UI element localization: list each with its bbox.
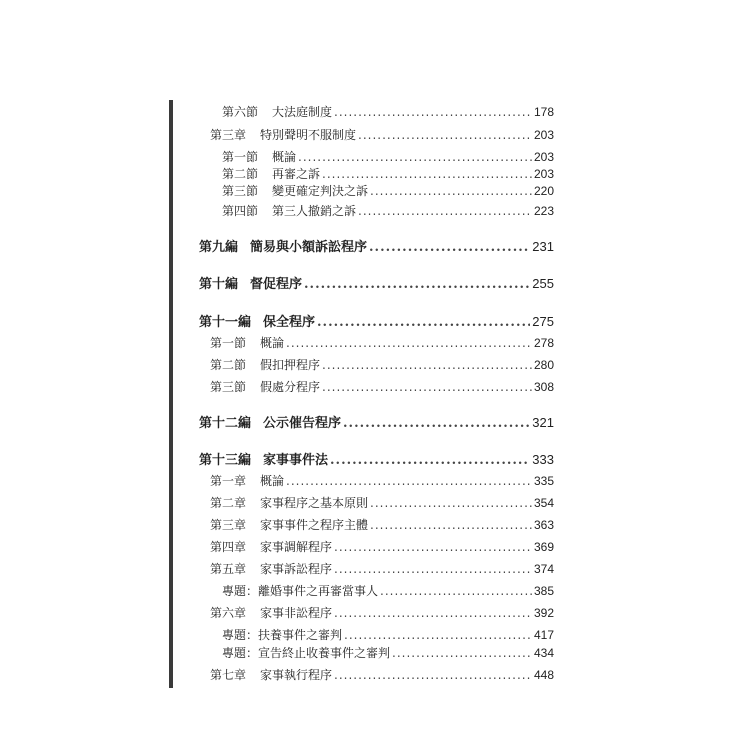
entry-title: 大法庭制度 — [272, 105, 333, 119]
dot-leader — [392, 645, 532, 661]
entry-title: 概論 — [272, 150, 297, 164]
entry-page-number: 434 — [533, 646, 554, 660]
entry-page-number: 374 — [533, 562, 554, 576]
entry-title: 第三人撤銷之訴 — [272, 204, 357, 218]
toc-entry[interactable] — [210, 357, 554, 373]
dot-leader — [298, 149, 532, 165]
dot-leader — [286, 335, 532, 351]
entry-page-number: 278 — [533, 336, 554, 350]
toc-part-entry[interactable] — [199, 451, 554, 469]
entry-title: 家事調解程序 — [260, 540, 333, 554]
dot-leader — [334, 539, 532, 555]
entry-page-number: 333 — [532, 452, 554, 467]
entry-label: 第三章 — [210, 518, 247, 532]
dot-leader — [317, 314, 530, 332]
entry-title: 公示催告程序 — [263, 416, 342, 431]
entry-title: 概論 — [260, 336, 285, 350]
entry-title: 家事執行程序 — [260, 668, 333, 682]
toc-entry[interactable] — [210, 495, 554, 511]
entry-page-number: 280 — [533, 358, 554, 372]
entry-title: 家事事件法 — [263, 453, 329, 468]
toc-entry[interactable] — [222, 183, 554, 199]
entry-label: 第十編 — [199, 277, 239, 292]
entry-page-number: 255 — [532, 276, 554, 291]
entry-label: 第一節 — [210, 336, 247, 350]
toc-entry[interactable] — [222, 149, 554, 165]
entry-label: 第七章 — [210, 668, 247, 682]
entry-page-number: 275 — [532, 314, 554, 329]
entry-page-number: 392 — [533, 606, 554, 620]
toc-entry[interactable] — [222, 166, 554, 182]
entry-title: 假扣押程序 — [260, 358, 321, 372]
entry-page-number: 417 — [533, 628, 554, 642]
entry-title: 再審之訴 — [272, 167, 321, 181]
entry-page-number: 335 — [533, 474, 554, 488]
entry-label: 專題： — [222, 584, 259, 598]
toc-entry[interactable] — [210, 667, 554, 683]
entry-label: 第五章 — [210, 562, 247, 576]
entry-title: 假處分程序 — [260, 380, 321, 394]
entry-page-number: 223 — [533, 204, 554, 218]
dot-leader — [322, 357, 532, 373]
entry-page-number: 178 — [533, 105, 554, 119]
entry-title: 扶養事件之審判 — [258, 628, 343, 642]
dot-leader — [358, 127, 532, 143]
entry-page-number: 321 — [532, 415, 554, 430]
entry-label: 第十二編 — [199, 416, 252, 431]
dot-leader — [343, 415, 530, 433]
entry-label: 第三節 — [210, 380, 247, 394]
toc-part-entry[interactable] — [199, 275, 554, 293]
entry-label: 第四章 — [210, 540, 247, 554]
entry-page-number: 448 — [533, 668, 554, 682]
dot-leader — [370, 183, 532, 199]
toc-entry[interactable] — [210, 539, 554, 555]
entry-label: 第九編 — [199, 240, 239, 255]
toc-entry[interactable] — [210, 127, 554, 143]
entry-page-number: 203 — [533, 150, 554, 164]
entry-label: 第六節 — [222, 105, 259, 119]
entry-label: 第二節 — [222, 167, 259, 181]
dot-leader — [334, 667, 532, 683]
dot-leader — [370, 495, 532, 511]
entry-label: 第四節 — [222, 204, 259, 218]
entry-label: 第二章 — [210, 496, 247, 510]
entry-page-number: 308 — [533, 380, 554, 394]
entry-page-number: 369 — [533, 540, 554, 554]
toc-entry[interactable] — [210, 335, 554, 351]
toc-part-entry[interactable] — [199, 238, 554, 256]
toc-entry[interactable] — [222, 104, 554, 120]
toc-part-entry[interactable] — [199, 313, 554, 331]
dot-leader — [304, 276, 530, 294]
toc-entry[interactable] — [222, 203, 554, 219]
entry-title: 家事非訟程序 — [260, 606, 333, 620]
entry-title: 督促程序 — [250, 277, 303, 292]
entry-page-number: 354 — [533, 496, 554, 510]
dot-leader — [286, 473, 532, 489]
entry-label: 第十三編 — [199, 453, 252, 468]
dot-leader — [322, 379, 532, 395]
toc-topic-entry[interactable] — [222, 645, 554, 661]
dot-leader — [380, 583, 532, 599]
entry-page-number: 220 — [533, 184, 554, 198]
entry-title: 特別聲明不服制度 — [260, 128, 357, 142]
entry-title: 家事訴訟程序 — [260, 562, 333, 576]
dot-leader — [344, 627, 532, 643]
entry-page-number: 231 — [532, 239, 554, 254]
entry-page-number: 203 — [533, 128, 554, 142]
entry-title: 變更確定判決之訴 — [272, 184, 369, 198]
entry-label: 第三章 — [210, 128, 247, 142]
dot-leader — [369, 239, 530, 257]
entry-title: 家事事件之程序主體 — [260, 518, 369, 532]
entry-page-number: 363 — [533, 518, 554, 532]
toc-part-entry[interactable] — [199, 414, 554, 432]
dot-leader — [334, 561, 532, 577]
toc-entry[interactable] — [210, 517, 554, 533]
entry-title: 保全程序 — [263, 315, 316, 330]
entry-title: 簡易與小額訴訟程序 — [250, 240, 368, 255]
entry-title: 家事程序之基本原則 — [260, 496, 369, 510]
dot-leader — [334, 104, 532, 120]
dot-leader — [358, 203, 532, 219]
entry-page-number: 385 — [533, 584, 554, 598]
entry-label: 第二節 — [210, 358, 247, 372]
entry-label: 專題： — [222, 628, 259, 642]
entry-title: 概論 — [260, 474, 285, 488]
toc-topic-entry[interactable] — [222, 583, 554, 599]
toc-entry[interactable] — [210, 473, 554, 489]
dot-leader — [322, 166, 532, 182]
entry-label: 專題： — [222, 646, 259, 660]
dot-leader — [334, 605, 532, 621]
toc-entry[interactable] — [210, 561, 554, 577]
dot-leader — [330, 452, 530, 470]
entry-title: 宣告終止收養事件之審判 — [258, 646, 391, 660]
entry-page-number: 203 — [533, 167, 554, 181]
entry-label: 第三節 — [222, 184, 259, 198]
entry-label: 第一節 — [222, 150, 259, 164]
entry-label: 第十一編 — [199, 315, 252, 330]
entry-title: 離婚事件之再審當事人 — [258, 584, 379, 598]
toc-entry[interactable] — [210, 605, 554, 621]
toc-entry[interactable] — [210, 379, 554, 395]
dot-leader — [370, 517, 532, 533]
entry-label: 第六章 — [210, 606, 247, 620]
entry-label: 第一章 — [210, 474, 247, 488]
toc-topic-entry[interactable] — [222, 627, 554, 643]
